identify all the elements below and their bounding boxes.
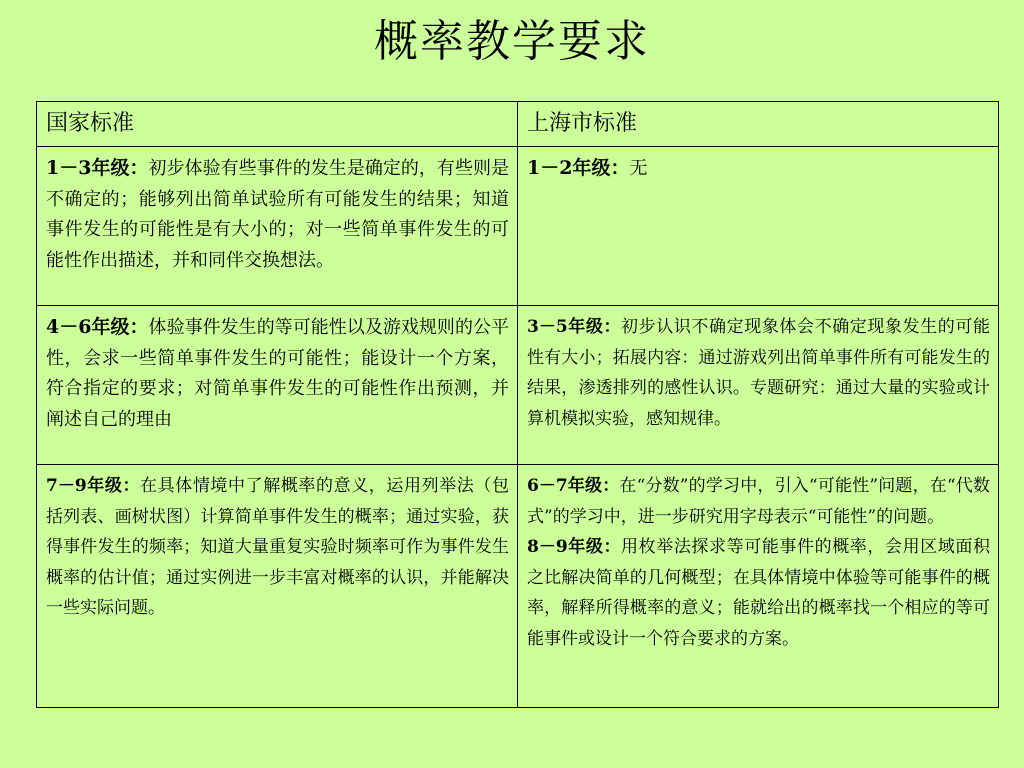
requirement-text: 初步体验有些事件的发生是确定的，有些则是不确定的；能够列出简单试验所有可能发生的结果；知道事件发生的可能性是有大小的；对一些简单事件发生的可能性作出描述，并和同伴交换想法。: [46, 158, 509, 271]
page-title: 概率教学要求: [374, 16, 650, 67]
requirement-text: 用枚举法探求等可能事件的概率，会用区域面积之比解决简单的几何概型；在具体情境中体验等可能事件的概率，解释所得概率的意义；能就给出的概率找一个相应的等可能事件或设计一个符合要求的方案。: [527, 537, 990, 649]
grade-level-label: 1－2年级：: [527, 157, 630, 179]
header-shanghai: 上海市标准: [518, 102, 999, 147]
shanghai-cell: [518, 147, 999, 306]
grade-level-label: 3－5年级：: [527, 317, 622, 337]
shanghai-cell-text: [527, 153, 990, 185]
standards-table: [36, 101, 999, 708]
grade-level-label: 6－7年级：: [527, 476, 620, 496]
shanghai-cell-text: [527, 312, 990, 434]
grade-level-label: 7－9年级：: [46, 476, 141, 496]
national-cell: [37, 465, 518, 708]
table-header-row: [37, 102, 999, 147]
national-cell-text: [46, 153, 509, 276]
shanghai-cell: [518, 306, 999, 465]
table-row: [37, 465, 999, 708]
shanghai-cell: [518, 465, 999, 708]
national-cell: [37, 147, 518, 306]
grade-level-label: 4－6年级：: [46, 316, 149, 338]
national-cell-text: [46, 312, 509, 435]
shanghai-cell-text: [527, 471, 990, 654]
national-cell: [37, 306, 518, 465]
requirement-text: 在“分数”的学习中，引入“可能性”问题，在“代数式”的学习中，进一步研究用字母表示“可能性”的问题。: [527, 476, 990, 527]
requirement-text: 初步认识不确定现象体会不确定现象发生的可能性有大小；拓展内容：通过游戏列出简单事件所有可能发生的结果，渗透排列的感性认识。专题研究：通过大量的实验或计算机模拟实验，感知规律。: [527, 317, 990, 429]
header-national: 国家标准: [37, 102, 518, 147]
requirement-text: 体验事件发生的等可能性以及游戏规则的公平性，会求一些简单事件发生的可能性；能设计一个方案，符合指定的要求；对简单事件发生的可能性作出预测，并阐述自己的理由: [46, 317, 509, 430]
national-cell-text: [46, 471, 509, 624]
table-row: [37, 147, 999, 306]
requirement-text: 在具体情境中了解概率的意义，运用列举法（包括列表、画树状图）计算简单事件发生的概率；通过实验，获得事件发生的频率；知道大量重复实验时频率可作为事件发生概率的估计值；通过实例进一步丰富对概率的认识，并能解决一些实际问题。: [46, 476, 509, 618]
table-row: [37, 306, 999, 465]
requirement-text: 无: [629, 158, 648, 179]
shanghai-paragraph: [527, 532, 990, 654]
grade-level-label: 1－3年级：: [46, 157, 149, 179]
shanghai-paragraph: [527, 471, 990, 532]
grade-level-label: 8－9年级：: [527, 537, 622, 557]
